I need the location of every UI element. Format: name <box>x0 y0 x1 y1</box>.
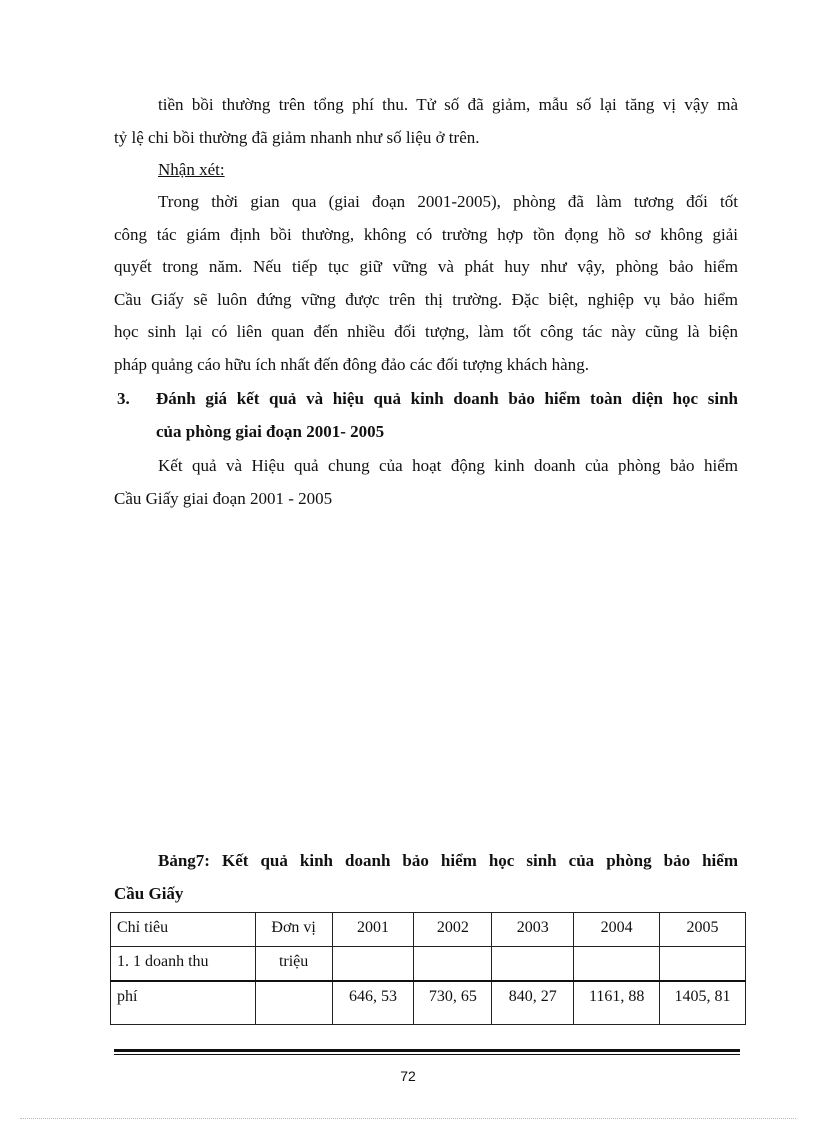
header-cell: 2005 <box>660 913 746 947</box>
section-title-line-2: của phòng giai đoạn 2001- 2005 <box>156 421 385 441</box>
table-cell <box>414 947 492 982</box>
table-row <box>111 947 746 982</box>
table-caption <box>114 844 738 910</box>
paragraph-3-line-2: Cầu Giấy giai đoạn 2001 - 2005 <box>114 488 333 508</box>
page-number: 72 <box>400 1068 416 1084</box>
paragraph-3-line-1: Kết quả và Hiệu quả chung của hoạt động kinh doanh của phòng bảo hiểm <box>158 456 738 475</box>
remark-heading <box>114 154 738 187</box>
table-cell: 1. 1 doanh thu <box>111 947 256 982</box>
table-cell <box>660 947 746 982</box>
paragraph-2-line-3: quyết trong năm. Nếu tiếp tục giữ vững và phát huy như vậy, phòng bảo hiểm <box>114 257 738 276</box>
table-row <box>111 981 746 1025</box>
header-cell: 2004 <box>574 913 660 947</box>
table-cell: 730, 65 <box>414 981 492 1025</box>
paragraph-2-line-2: công tác giám định bồi thường, không có trường hợp tồn đọng hồ sơ không giải <box>114 224 738 244</box>
header-cell: 2002 <box>414 913 492 947</box>
table-cell: 1405, 81 <box>660 981 746 1025</box>
table-cell: triệu <box>255 947 332 982</box>
table-cell <box>332 947 414 982</box>
footer-rule-thick <box>114 1049 740 1052</box>
paragraph-2-line-4: Cầu Giấy sẽ luôn đứng vững được trên thị trường. Đặc biệt, nghiệp vụ bảo hiểm <box>114 289 738 309</box>
paragraph-1 <box>114 89 738 154</box>
paragraph-2-line-6: pháp quảng cáo hữu ích nhất đến đông đảo các đối tượng khách hàng. <box>114 354 589 374</box>
table-cell <box>574 947 660 982</box>
table-cell <box>492 947 574 982</box>
table-caption-line-1: Bảng7: Kết quả kinh doanh bảo hiểm học sinh của phòng bảo hiểm <box>158 851 738 870</box>
page-bottom-dotted-edge <box>20 1118 796 1119</box>
section-number: 3. <box>117 389 130 408</box>
section-3-heading <box>114 383 738 449</box>
paragraph-3 <box>114 450 738 515</box>
table-header-row <box>111 913 746 947</box>
table-cell <box>255 981 332 1025</box>
table-cell: 646, 53 <box>332 981 414 1025</box>
table-cell: 840, 27 <box>492 981 574 1025</box>
table-cell: phí <box>111 981 256 1025</box>
paragraph-2 <box>114 186 738 381</box>
header-cell: 2001 <box>332 913 414 947</box>
header-cell: 2003 <box>492 913 574 947</box>
footer-rule-thin <box>114 1054 740 1055</box>
results-table <box>110 912 746 1025</box>
paragraph-2-line-1: Trong thời gian qua (giai đoạn 2001-2005), phòng đã làm tương đối tốt <box>158 192 738 211</box>
paragraph-2-line-5: học sinh lại có liên quan đến nhiều đối tượng, làm tốt công tác này cũng là biện <box>114 322 738 341</box>
paragraph-1-line-2: tỷ lệ chi bồi thường đã giảm nhanh như số liệu ở trên. <box>114 127 480 147</box>
table-cell: 1161, 88 <box>574 981 660 1025</box>
table-caption-line-2: Cầu Giấy <box>114 884 184 903</box>
paragraph-1-line-1: tiền bồi thường trên tổng phí thu. Tử số đã giảm, mẫu số lại tăng vị vậy mà <box>158 95 738 114</box>
remark-label: Nhận xét: <box>158 160 225 179</box>
header-cell: Chỉ tiêu <box>111 913 256 947</box>
header-cell: Đơn vị <box>255 913 332 947</box>
section-title-line-1: Đánh giá kết quả và hiệu quả kinh doanh bảo hiểm toàn diện học sinh <box>156 389 738 408</box>
